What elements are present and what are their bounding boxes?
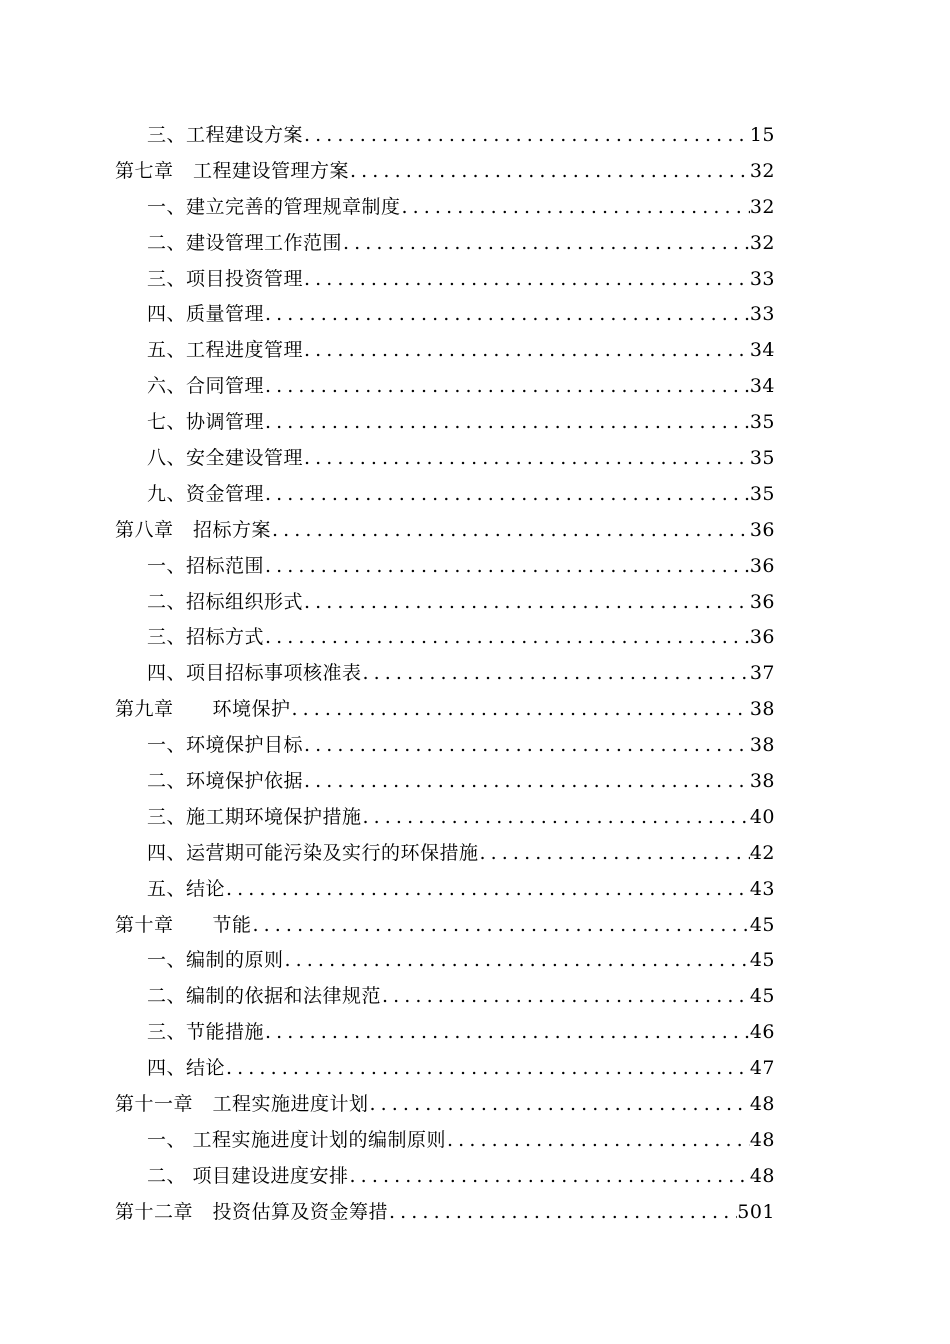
- toc-entry-line: [115, 1195, 775, 1231]
- toc-section-entry[interactable]: [0, 764, 950, 800]
- toc-section-entry[interactable]: [0, 1051, 950, 1087]
- toc-entry-title: 三、施工期环境保护措施: [147, 805, 362, 828]
- toc-entry-line: [147, 800, 775, 836]
- toc-entry-title: 五、工程进度管理: [147, 339, 304, 362]
- toc-entry-title: 三、节能措施: [147, 1021, 265, 1044]
- toc-entry-title: 二、环境保护依据: [147, 770, 304, 793]
- toc-section-entry[interactable]: [0, 441, 950, 477]
- toc-section-entry[interactable]: [0, 190, 950, 226]
- toc-dot-leader: [349, 154, 750, 190]
- toc-dot-leader: [264, 477, 750, 513]
- toc-page-number: 42: [749, 841, 775, 864]
- toc-section-entry[interactable]: [0, 262, 950, 298]
- toc-entry-title: 三、项目投资管理: [147, 267, 304, 290]
- toc-entry-title: 四、运营期可能污染及实行的环保措施: [147, 841, 479, 864]
- toc-entry-title: 四、项目招标事项核准表: [147, 662, 362, 685]
- toc-entry-line: [147, 872, 775, 908]
- toc-entry-line: [115, 513, 775, 549]
- toc-section-entry[interactable]: [0, 1015, 950, 1051]
- toc-page-number: 36: [749, 554, 775, 577]
- toc-page-number: 47: [749, 1057, 775, 1080]
- toc-dot-leader: [264, 549, 750, 585]
- toc-entry-title: 七、协调管理: [147, 411, 265, 434]
- toc-dot-leader: [264, 405, 750, 441]
- toc-entry-line: [147, 979, 775, 1015]
- toc-entry-line: [147, 764, 775, 800]
- toc-entry-title: 六、合同管理: [147, 375, 265, 398]
- toc-page-number: 38: [749, 770, 775, 793]
- toc-entry-title: 一、 工程实施进度计划的编制原则: [147, 1128, 447, 1151]
- toc-page-number: 33: [749, 303, 775, 326]
- toc-entry-line: [147, 297, 775, 333]
- toc-dot-leader: [388, 1195, 737, 1231]
- toc-section-entry[interactable]: [0, 620, 950, 656]
- toc-dot-leader: [303, 333, 750, 369]
- toc-entry-line: [115, 1087, 775, 1123]
- toc-entry-title: 三、招标方式: [147, 626, 265, 649]
- toc-entry-line: [147, 585, 775, 621]
- toc-entry-line: [147, 226, 775, 262]
- toc-dot-leader: [291, 692, 750, 728]
- toc-dot-leader: [446, 1123, 750, 1159]
- toc-entry-line: [147, 369, 775, 405]
- toc-page-number: 45: [749, 985, 775, 1008]
- toc-entry-title: 四、结论: [147, 1057, 226, 1080]
- toc-section-entry[interactable]: [0, 872, 950, 908]
- toc-dot-leader: [264, 369, 750, 405]
- toc-section-entry[interactable]: [0, 728, 950, 764]
- toc-page-number: 46: [749, 1021, 775, 1044]
- toc-dot-leader: [362, 800, 750, 836]
- toc-page-number: 45: [749, 913, 775, 936]
- toc-page-number: 35: [749, 447, 775, 470]
- toc-entry-title: 四、质量管理: [147, 303, 265, 326]
- toc-page-number: 38: [749, 734, 775, 757]
- toc-section-entry[interactable]: [0, 118, 950, 154]
- toc-dot-leader: [225, 1051, 750, 1087]
- toc-dot-leader: [303, 764, 750, 800]
- toc-page-number: 501: [737, 1200, 775, 1223]
- toc-entry-title: 第十一章 工程实施进度计划: [115, 1093, 369, 1116]
- toc-entry-title: 八、安全建设管理: [147, 447, 304, 470]
- toc-entry-title: 二、编制的依据和法律规范: [147, 985, 382, 1008]
- toc-dot-leader: [342, 226, 750, 262]
- toc-entry-line: [147, 477, 775, 513]
- toc-section-entry[interactable]: [0, 656, 950, 692]
- toc-entry-line: [115, 908, 775, 944]
- toc-entry-title: 一、编制的原则: [147, 949, 284, 972]
- toc-section-entry[interactable]: [0, 405, 950, 441]
- toc-dot-leader: [303, 441, 750, 477]
- toc-page-number: 36: [749, 590, 775, 613]
- toc-page-number: 15: [749, 124, 775, 146]
- toc-entry-line: [115, 692, 775, 728]
- toc-page-number: 36: [749, 626, 775, 649]
- toc-dot-leader: [369, 1087, 750, 1123]
- toc-section-entry[interactable]: [0, 226, 950, 262]
- toc-chapter-entry[interactable]: [0, 1195, 950, 1231]
- toc-chapter-entry[interactable]: [0, 1087, 950, 1123]
- toc-page-number: 45: [749, 949, 775, 972]
- toc-entry-line: [147, 943, 775, 979]
- toc-entry-title: 三、工程建设方案: [147, 124, 304, 146]
- toc-entry-title: 二、 项目建设进度安排: [147, 1164, 349, 1187]
- toc-entry-title: 第七章 工程建设管理方案: [115, 159, 350, 182]
- toc-entry-line: [147, 836, 775, 872]
- toc-page-number: 34: [749, 375, 775, 398]
- toc-dot-leader: [303, 585, 750, 621]
- toc-chapter-entry[interactable]: [0, 154, 950, 190]
- toc-entry-line: [147, 118, 775, 154]
- toc-entry-line: [147, 620, 775, 656]
- toc-entry-line: [147, 405, 775, 441]
- toc-page-number: 48: [749, 1164, 775, 1187]
- toc-entry-title: 九、资金管理: [147, 482, 265, 505]
- toc-section-entry[interactable]: [0, 369, 950, 405]
- toc-section-entry[interactable]: [0, 1123, 950, 1159]
- toc-chapter-entry[interactable]: [0, 513, 950, 549]
- toc-dot-leader: [264, 1015, 750, 1051]
- toc-page-number: 48: [749, 1128, 775, 1151]
- toc-entry-title: 第八章 招标方案: [115, 518, 272, 541]
- toc-dot-leader: [303, 118, 750, 154]
- toc-dot-leader: [284, 943, 750, 979]
- toc-dot-leader: [362, 656, 750, 692]
- toc-entry-line: [147, 728, 775, 764]
- toc-section-entry[interactable]: [0, 477, 950, 513]
- toc-entry-title: 五、结论: [147, 877, 226, 900]
- toc-entry-line: [147, 441, 775, 477]
- toc-entry-line: [147, 262, 775, 298]
- toc-page-number: 37: [749, 662, 775, 685]
- toc-entry-title: 一、环境保护目标: [147, 734, 304, 757]
- toc-entry-line: [147, 190, 775, 226]
- toc-section-entry[interactable]: [0, 836, 950, 872]
- toc-section-entry[interactable]: [0, 585, 950, 621]
- toc-page-number: 35: [749, 482, 775, 505]
- toc-page-number: 32: [749, 159, 775, 182]
- toc-dot-leader: [401, 190, 750, 226]
- toc-section-entry[interactable]: [0, 297, 950, 333]
- toc-dot-leader: [303, 262, 750, 298]
- toc-page-number: 43: [749, 877, 775, 900]
- toc-dot-leader: [303, 728, 750, 764]
- toc-page-number: 32: [749, 231, 775, 254]
- toc-page-number: 36: [749, 518, 775, 541]
- toc-entry-title: 一、招标范围: [147, 554, 265, 577]
- toc-entry-line: [147, 333, 775, 369]
- table-of-contents: [0, 118, 950, 1231]
- toc-entry-title: 第十章 节能: [115, 913, 252, 936]
- toc-page-number: 35: [749, 411, 775, 434]
- toc-section-entry[interactable]: [0, 943, 950, 979]
- toc-chapter-entry[interactable]: [0, 692, 950, 728]
- toc-page-number: 32: [749, 195, 775, 218]
- toc-section-entry[interactable]: [0, 979, 950, 1015]
- toc-section-entry[interactable]: [0, 800, 950, 836]
- toc-dot-leader: [381, 979, 750, 1015]
- toc-section-entry[interactable]: [0, 549, 950, 585]
- toc-chapter-entry[interactable]: [0, 908, 950, 944]
- toc-entry-title: 二、招标组织形式: [147, 590, 304, 613]
- toc-entry-title: 第九章 环境保护: [115, 698, 291, 721]
- toc-dot-leader: [264, 297, 750, 333]
- toc-entry-line: [147, 1015, 775, 1051]
- toc-entry-line: [147, 549, 775, 585]
- toc-dot-leader: [349, 1159, 750, 1195]
- toc-entry-line: [147, 656, 775, 692]
- toc-page-number: 38: [749, 698, 775, 721]
- toc-page-number: 48: [749, 1093, 775, 1116]
- toc-section-entry[interactable]: [0, 333, 950, 369]
- toc-entry-title: 第十二章 投资估算及资金筹措: [115, 1200, 389, 1223]
- toc-page-number: 40: [749, 805, 775, 828]
- toc-dot-leader: [252, 908, 750, 944]
- toc-entry-line: [147, 1159, 775, 1195]
- toc-page-number: 34: [749, 339, 775, 362]
- toc-section-entry[interactable]: [0, 1159, 950, 1195]
- toc-entry-title: 一、建立完善的管理规章制度: [147, 195, 401, 218]
- toc-dot-leader: [225, 872, 750, 908]
- toc-entry-line: [147, 1123, 775, 1159]
- toc-entry-title: 二、建设管理工作范围: [147, 231, 343, 254]
- toc-dot-leader: [264, 620, 750, 656]
- toc-dot-leader: [479, 836, 750, 872]
- toc-page-number: 33: [749, 267, 775, 290]
- toc-entry-line: [147, 1051, 775, 1087]
- toc-dot-leader: [271, 513, 750, 549]
- toc-entry-line: [115, 154, 775, 190]
